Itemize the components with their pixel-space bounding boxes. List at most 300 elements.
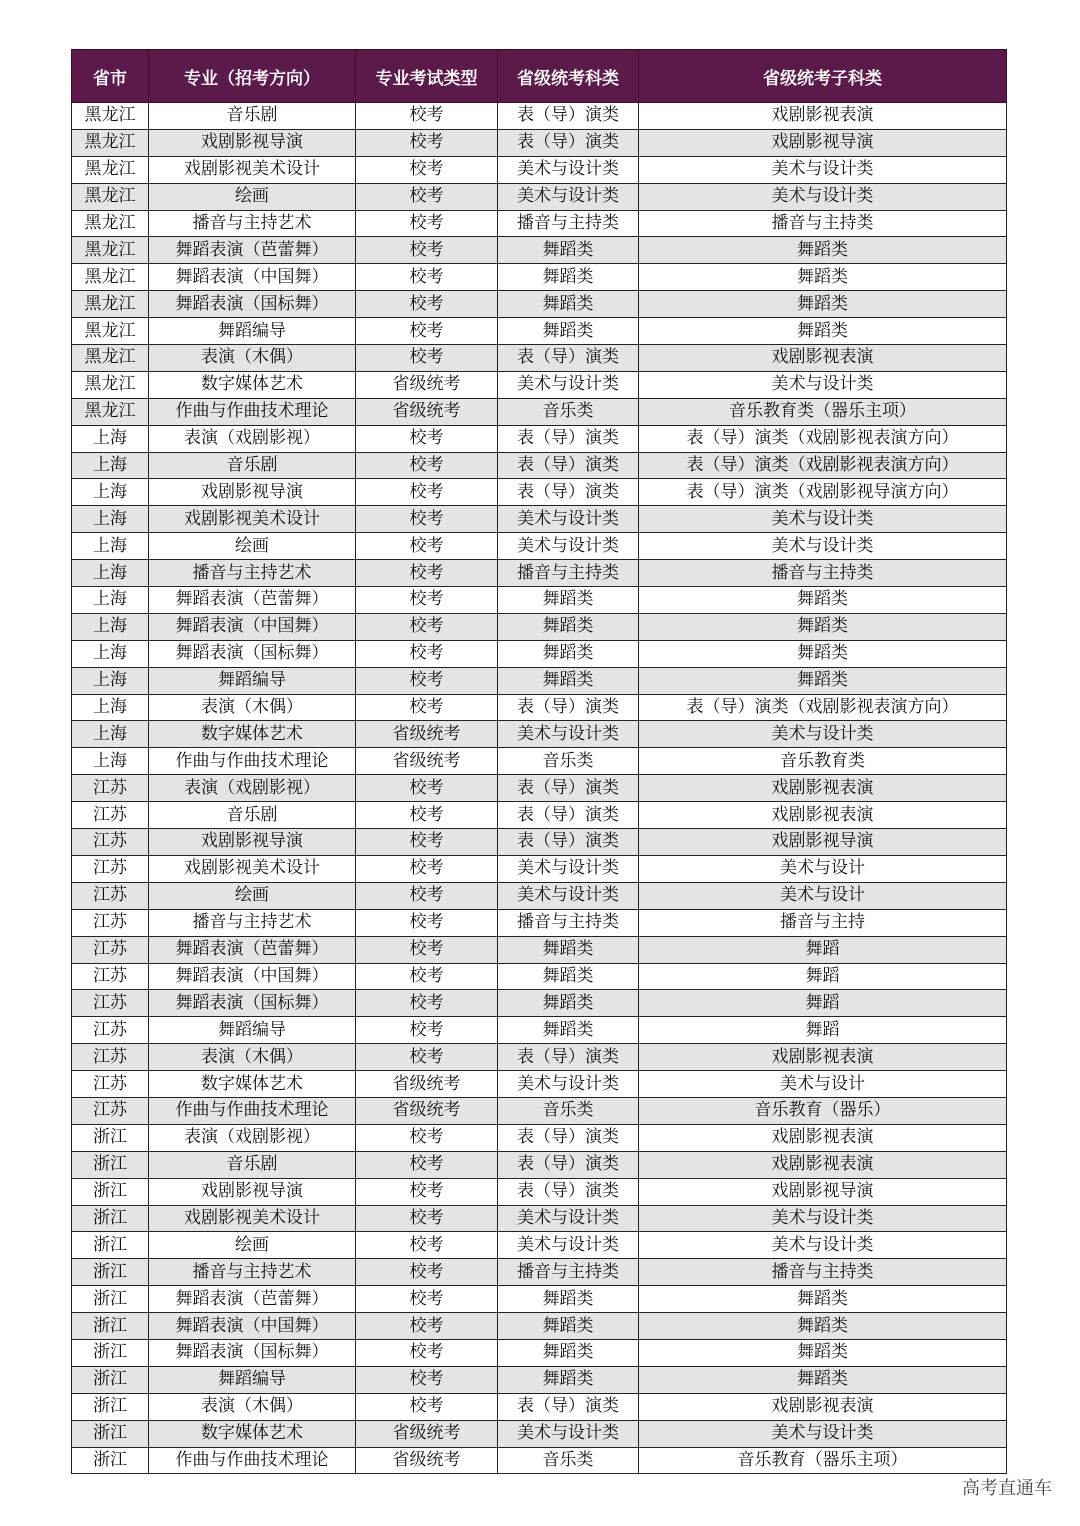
- cell-exam-subcategory: 舞蹈: [639, 936, 1007, 963]
- cell-major: 戏剧影视美术设计: [149, 506, 356, 533]
- cell-province: 浙江: [72, 1286, 149, 1313]
- table-row: [72, 1178, 1007, 1205]
- table-row: [72, 1071, 1007, 1098]
- cell-major: 音乐剧: [149, 103, 356, 130]
- cell-major: 表演（木偶）: [149, 694, 356, 721]
- cell-exam-subcategory: 戏剧影视表演: [639, 1044, 1007, 1071]
- cell-exam-type: 校考: [356, 855, 498, 882]
- cell-exam-category: 美术与设计类: [498, 1205, 639, 1232]
- cell-exam-subcategory: 舞蹈: [639, 963, 1007, 990]
- cell-major: 绘画: [149, 882, 356, 909]
- cell-exam-type: 省级统考: [356, 721, 498, 748]
- cell-exam-type: 校考: [356, 479, 498, 506]
- cell-major: 播音与主持艺术: [149, 1259, 356, 1286]
- table-row: [72, 1044, 1007, 1071]
- table-row: [72, 1205, 1007, 1232]
- cell-province: 江苏: [72, 963, 149, 990]
- cell-exam-type: 校考: [356, 237, 498, 264]
- cell-exam-type: 校考: [356, 1366, 498, 1393]
- cell-major: 表演（木偶）: [149, 1393, 356, 1420]
- cell-province: 上海: [72, 721, 149, 748]
- table-row: [72, 775, 1007, 802]
- cell-major: 作曲与作曲技术理论: [149, 1097, 356, 1124]
- cell-exam-type: 校考: [356, 425, 498, 452]
- cell-exam-subcategory: 美术与设计类: [639, 1232, 1007, 1259]
- header-row: [72, 50, 1007, 103]
- cell-province: 黑龙江: [72, 156, 149, 183]
- cell-exam-type: 校考: [356, 829, 498, 856]
- cell-exam-type: 校考: [356, 533, 498, 560]
- cell-province: 上海: [72, 694, 149, 721]
- cell-province: 江苏: [72, 1044, 149, 1071]
- cell-major: 播音与主持艺术: [149, 210, 356, 237]
- cell-exam-subcategory: 戏剧影视导演: [639, 829, 1007, 856]
- cell-province: 浙江: [72, 1313, 149, 1340]
- cell-exam-subcategory: 舞蹈类: [639, 1366, 1007, 1393]
- cell-province: 黑龙江: [72, 129, 149, 156]
- cell-exam-type: 校考: [356, 1178, 498, 1205]
- cell-exam-category: 舞蹈类: [498, 640, 639, 667]
- cell-province: 江苏: [72, 802, 149, 829]
- cell-exam-subcategory: 戏剧影视表演: [639, 1151, 1007, 1178]
- cell-exam-type: 校考: [356, 210, 498, 237]
- cell-exam-type: 校考: [356, 1044, 498, 1071]
- cell-exam-category: 舞蹈类: [498, 587, 639, 614]
- cell-province: 黑龙江: [72, 371, 149, 398]
- cell-province: 黑龙江: [72, 318, 149, 345]
- cell-exam-type: 校考: [356, 775, 498, 802]
- table-row: [72, 1286, 1007, 1313]
- cell-province: 浙江: [72, 1339, 149, 1366]
- cell-exam-type: 省级统考: [356, 748, 498, 775]
- cell-major: 舞蹈编导: [149, 1017, 356, 1044]
- cell-province: 上海: [72, 452, 149, 479]
- cell-exam-subcategory: 美术与设计类: [639, 533, 1007, 560]
- cell-exam-category: 表（导）演类: [498, 129, 639, 156]
- cell-exam-category: 美术与设计类: [498, 506, 639, 533]
- cell-province: 浙江: [72, 1178, 149, 1205]
- cell-major: 表演（戏剧影视）: [149, 425, 356, 452]
- cell-province: 上海: [72, 748, 149, 775]
- cell-exam-category: 表（导）演类: [498, 775, 639, 802]
- cell-province: 黑龙江: [72, 398, 149, 425]
- cell-exam-subcategory: 舞蹈类: [639, 264, 1007, 291]
- table-row: [72, 1259, 1007, 1286]
- table-row: [72, 291, 1007, 318]
- cell-exam-category: 表（导）演类: [498, 1124, 639, 1151]
- cell-exam-subcategory: 舞蹈类: [639, 318, 1007, 345]
- table-row: [72, 237, 1007, 264]
- table-row: [72, 425, 1007, 452]
- cell-province: 江苏: [72, 936, 149, 963]
- table-header: [72, 50, 1007, 103]
- cell-exam-type: 校考: [356, 909, 498, 936]
- cell-exam-type: 校考: [356, 1232, 498, 1259]
- cell-major: 表演（木偶）: [149, 1044, 356, 1071]
- cell-exam-type: 校考: [356, 318, 498, 345]
- cell-exam-type: 校考: [356, 667, 498, 694]
- cell-major: 舞蹈表演（芭蕾舞）: [149, 587, 356, 614]
- cell-exam-subcategory: 舞蹈类: [639, 587, 1007, 614]
- table-row: [72, 156, 1007, 183]
- cell-exam-subcategory: 播音与主持: [639, 909, 1007, 936]
- cell-province: 浙江: [72, 1151, 149, 1178]
- cell-province: 江苏: [72, 1017, 149, 1044]
- cell-exam-type: 校考: [356, 1124, 498, 1151]
- cell-exam-category: 音乐类: [498, 748, 639, 775]
- cell-major: 戏剧影视导演: [149, 829, 356, 856]
- cell-exam-subcategory: 表（导）演类（戏剧影视表演方向）: [639, 452, 1007, 479]
- cell-exam-category: 舞蹈类: [498, 936, 639, 963]
- cell-province: 江苏: [72, 990, 149, 1017]
- cell-exam-type: 校考: [356, 694, 498, 721]
- cell-exam-subcategory: 舞蹈类: [639, 613, 1007, 640]
- table-row: [72, 640, 1007, 667]
- table-row: [72, 694, 1007, 721]
- cell-province: 浙江: [72, 1205, 149, 1232]
- cell-exam-type: 校考: [356, 1286, 498, 1313]
- cell-province: 江苏: [72, 1097, 149, 1124]
- cell-major: 戏剧影视导演: [149, 129, 356, 156]
- cell-exam-category: 舞蹈类: [498, 1017, 639, 1044]
- cell-province: 上海: [72, 506, 149, 533]
- cell-major: 数字媒体艺术: [149, 371, 356, 398]
- cell-province: 浙江: [72, 1393, 149, 1420]
- cell-exam-type: 校考: [356, 936, 498, 963]
- header-exam-subcategory: 省级统考子科类: [639, 50, 1007, 103]
- cell-exam-type: 校考: [356, 1339, 498, 1366]
- table-row: [72, 963, 1007, 990]
- cell-exam-category: 舞蹈类: [498, 264, 639, 291]
- cell-exam-subcategory: 舞蹈: [639, 990, 1007, 1017]
- table-row: [72, 882, 1007, 909]
- cell-major: 戏剧影视美术设计: [149, 855, 356, 882]
- table-row: [72, 855, 1007, 882]
- cell-exam-subcategory: 美术与设计类: [639, 506, 1007, 533]
- cell-exam-category: 舞蹈类: [498, 1339, 639, 1366]
- table-row: [72, 210, 1007, 237]
- cell-exam-subcategory: 美术与设计: [639, 882, 1007, 909]
- cell-exam-category: 舞蹈类: [498, 667, 639, 694]
- table-row: [72, 587, 1007, 614]
- cell-major: 播音与主持艺术: [149, 560, 356, 587]
- cell-province: 江苏: [72, 882, 149, 909]
- cell-major: 舞蹈表演（国标舞）: [149, 291, 356, 318]
- table-row: [72, 613, 1007, 640]
- cell-exam-type: 校考: [356, 882, 498, 909]
- cell-exam-category: 播音与主持类: [498, 1259, 639, 1286]
- header-exam-type: 专业考试类型: [356, 50, 498, 103]
- cell-exam-category: 舞蹈类: [498, 1286, 639, 1313]
- cell-exam-subcategory: 播音与主持类: [639, 560, 1007, 587]
- cell-major: 舞蹈编导: [149, 667, 356, 694]
- table-row: [72, 398, 1007, 425]
- table-row: [72, 1313, 1007, 1340]
- cell-exam-type: 校考: [356, 183, 498, 210]
- cell-exam-category: 播音与主持类: [498, 909, 639, 936]
- table-row: [72, 264, 1007, 291]
- cell-exam-category: 美术与设计类: [498, 721, 639, 748]
- cell-major: 戏剧影视导演: [149, 1178, 356, 1205]
- table-row: [72, 829, 1007, 856]
- cell-exam-subcategory: 音乐教育（器乐）: [639, 1097, 1007, 1124]
- table-row: [72, 1232, 1007, 1259]
- cell-exam-type: 校考: [356, 587, 498, 614]
- cell-exam-subcategory: 美术与设计: [639, 1071, 1007, 1098]
- cell-province: 浙江: [72, 1447, 149, 1474]
- cell-province: 上海: [72, 613, 149, 640]
- cell-exam-category: 美术与设计类: [498, 533, 639, 560]
- table-row: [72, 183, 1007, 210]
- cell-major: 绘画: [149, 1232, 356, 1259]
- table-row: [72, 506, 1007, 533]
- cell-exam-subcategory: 戏剧影视导演: [639, 1178, 1007, 1205]
- cell-province: 上海: [72, 667, 149, 694]
- cell-exam-subcategory: 音乐教育类（器乐主项）: [639, 398, 1007, 425]
- cell-major: 舞蹈表演（中国舞）: [149, 613, 356, 640]
- cell-major: 绘画: [149, 533, 356, 560]
- table-row: [72, 129, 1007, 156]
- cell-exam-category: 表（导）演类: [498, 694, 639, 721]
- cell-exam-subcategory: 戏剧影视表演: [639, 802, 1007, 829]
- admission-table: [71, 49, 1007, 1474]
- cell-exam-subcategory: 舞蹈类: [639, 237, 1007, 264]
- cell-exam-type: 省级统考: [356, 1447, 498, 1474]
- cell-exam-category: 美术与设计类: [498, 1420, 639, 1447]
- table-row: [72, 103, 1007, 130]
- cell-exam-category: 美术与设计类: [498, 183, 639, 210]
- cell-exam-subcategory: 舞蹈类: [639, 1313, 1007, 1340]
- cell-exam-type: 校考: [356, 156, 498, 183]
- cell-major: 舞蹈表演（芭蕾舞）: [149, 1286, 356, 1313]
- table-row: [72, 345, 1007, 372]
- table-row: [72, 1393, 1007, 1420]
- cell-major: 作曲与作曲技术理论: [149, 398, 356, 425]
- table-row: [72, 452, 1007, 479]
- cell-exam-type: 校考: [356, 1259, 498, 1286]
- watermark-text: 高考直通车: [962, 1478, 1052, 1499]
- cell-exam-category: 美术与设计类: [498, 882, 639, 909]
- cell-province: 上海: [72, 587, 149, 614]
- table-body: [72, 103, 1007, 1474]
- cell-exam-category: 舞蹈类: [498, 237, 639, 264]
- cell-major: 舞蹈表演（中国舞）: [149, 963, 356, 990]
- cell-exam-subcategory: 播音与主持类: [639, 1259, 1007, 1286]
- cell-exam-subcategory: 音乐教育（器乐主项）: [639, 1447, 1007, 1474]
- cell-exam-type: 校考: [356, 291, 498, 318]
- cell-exam-subcategory: 美术与设计类: [639, 156, 1007, 183]
- cell-province: 浙江: [72, 1259, 149, 1286]
- cell-exam-category: 舞蹈类: [498, 613, 639, 640]
- table-row: [72, 1151, 1007, 1178]
- table-row: [72, 479, 1007, 506]
- cell-province: 黑龙江: [72, 264, 149, 291]
- cell-exam-category: 美术与设计类: [498, 371, 639, 398]
- table-row: [72, 318, 1007, 345]
- cell-exam-category: 美术与设计类: [498, 1232, 639, 1259]
- cell-exam-category: 表（导）演类: [498, 829, 639, 856]
- cell-exam-subcategory: 戏剧影视表演: [639, 775, 1007, 802]
- cell-major: 音乐剧: [149, 1151, 356, 1178]
- cell-exam-subcategory: 戏剧影视表演: [639, 345, 1007, 372]
- cell-exam-type: 校考: [356, 345, 498, 372]
- cell-province: 浙江: [72, 1124, 149, 1151]
- cell-exam-type: 校考: [356, 129, 498, 156]
- cell-exam-type: 校考: [356, 1393, 498, 1420]
- cell-exam-type: 校考: [356, 560, 498, 587]
- table-row: [72, 721, 1007, 748]
- cell-exam-category: 表（导）演类: [498, 103, 639, 130]
- cell-exam-subcategory: 舞蹈类: [639, 667, 1007, 694]
- cell-exam-type: 校考: [356, 1017, 498, 1044]
- cell-major: 舞蹈编导: [149, 318, 356, 345]
- cell-major: 表演（木偶）: [149, 345, 356, 372]
- cell-province: 江苏: [72, 909, 149, 936]
- cell-exam-category: 播音与主持类: [498, 210, 639, 237]
- cell-exam-type: 校考: [356, 1151, 498, 1178]
- cell-exam-subcategory: 表（导）演类（戏剧影视表演方向）: [639, 425, 1007, 452]
- cell-exam-type: 校考: [356, 452, 498, 479]
- table-row: [72, 667, 1007, 694]
- header-major: 专业（招考方向）: [149, 50, 356, 103]
- cell-exam-category: 表（导）演类: [498, 1151, 639, 1178]
- table-row: [72, 909, 1007, 936]
- cell-exam-type: 校考: [356, 802, 498, 829]
- cell-exam-type: 校考: [356, 613, 498, 640]
- cell-province: 黑龙江: [72, 237, 149, 264]
- cell-province: 黑龙江: [72, 345, 149, 372]
- cell-exam-category: 表（导）演类: [498, 1393, 639, 1420]
- cell-province: 上海: [72, 640, 149, 667]
- cell-exam-category: 音乐类: [498, 1447, 639, 1474]
- cell-province: 黑龙江: [72, 183, 149, 210]
- cell-exam-category: 美术与设计类: [498, 156, 639, 183]
- cell-exam-type: 校考: [356, 103, 498, 130]
- cell-exam-type: 校考: [356, 990, 498, 1017]
- cell-major: 舞蹈表演（芭蕾舞）: [149, 936, 356, 963]
- cell-province: 江苏: [72, 829, 149, 856]
- cell-exam-category: 音乐类: [498, 1097, 639, 1124]
- cell-major: 数字媒体艺术: [149, 1071, 356, 1098]
- table-row: [72, 1447, 1007, 1474]
- cell-exam-subcategory: 戏剧影视表演: [639, 1393, 1007, 1420]
- cell-exam-subcategory: 美术与设计: [639, 855, 1007, 882]
- cell-exam-subcategory: 表（导）演类（戏剧影视导演方向）: [639, 479, 1007, 506]
- cell-province: 上海: [72, 425, 149, 452]
- cell-exam-type: 校考: [356, 264, 498, 291]
- cell-exam-type: 校考: [356, 1313, 498, 1340]
- cell-exam-subcategory: 舞蹈类: [639, 291, 1007, 318]
- cell-major: 戏剧影视美术设计: [149, 1205, 356, 1232]
- header-province: 省市: [72, 50, 149, 103]
- cell-exam-subcategory: 美术与设计类: [639, 1420, 1007, 1447]
- cell-province: 浙江: [72, 1420, 149, 1447]
- cell-exam-subcategory: 舞蹈: [639, 1017, 1007, 1044]
- cell-exam-category: 美术与设计类: [498, 855, 639, 882]
- cell-major: 舞蹈表演（国标舞）: [149, 1339, 356, 1366]
- cell-province: 浙江: [72, 1232, 149, 1259]
- cell-exam-subcategory: 戏剧影视表演: [639, 1124, 1007, 1151]
- table-row: [72, 560, 1007, 587]
- cell-major: 作曲与作曲技术理论: [149, 748, 356, 775]
- cell-major: 音乐剧: [149, 802, 356, 829]
- cell-exam-subcategory: 舞蹈类: [639, 1286, 1007, 1313]
- cell-province: 上海: [72, 533, 149, 560]
- table-row: [72, 1339, 1007, 1366]
- cell-exam-subcategory: 播音与主持类: [639, 210, 1007, 237]
- table-row: [72, 802, 1007, 829]
- cell-exam-category: 表（导）演类: [498, 802, 639, 829]
- cell-province: 黑龙江: [72, 103, 149, 130]
- table-row: [72, 1017, 1007, 1044]
- cell-major: 音乐剧: [149, 452, 356, 479]
- table-row: [72, 371, 1007, 398]
- cell-province: 黑龙江: [72, 210, 149, 237]
- cell-exam-category: 表（导）演类: [498, 345, 639, 372]
- cell-major: 舞蹈表演（中国舞）: [149, 264, 356, 291]
- cell-exam-subcategory: 美术与设计类: [639, 371, 1007, 398]
- cell-exam-type: 校考: [356, 506, 498, 533]
- cell-major: 数字媒体艺术: [149, 1420, 356, 1447]
- cell-province: 上海: [72, 560, 149, 587]
- cell-exam-type: 省级统考: [356, 1097, 498, 1124]
- cell-major: 戏剧影视导演: [149, 479, 356, 506]
- cell-exam-type: 校考: [356, 640, 498, 667]
- cell-province: 江苏: [72, 855, 149, 882]
- cell-exam-category: 舞蹈类: [498, 963, 639, 990]
- cell-exam-category: 舞蹈类: [498, 318, 639, 345]
- cell-province: 江苏: [72, 1071, 149, 1098]
- cell-province: 江苏: [72, 775, 149, 802]
- table-row: [72, 1366, 1007, 1393]
- cell-exam-subcategory: 表（导）演类（戏剧影视表演方向）: [639, 694, 1007, 721]
- cell-exam-type: 省级统考: [356, 1420, 498, 1447]
- table-row: [72, 1097, 1007, 1124]
- table-row: [72, 748, 1007, 775]
- cell-exam-category: 表（导）演类: [498, 479, 639, 506]
- cell-exam-subcategory: 美术与设计类: [639, 1205, 1007, 1232]
- table-row: [72, 1124, 1007, 1151]
- cell-exam-subcategory: 舞蹈类: [639, 1339, 1007, 1366]
- table-row: [72, 936, 1007, 963]
- cell-province: 浙江: [72, 1366, 149, 1393]
- cell-major: 戏剧影视美术设计: [149, 156, 356, 183]
- cell-exam-type: 校考: [356, 1205, 498, 1232]
- table-row: [72, 1420, 1007, 1447]
- table-row: [72, 990, 1007, 1017]
- cell-exam-category: 美术与设计类: [498, 1071, 639, 1098]
- header-exam-category: 省级统考科类: [498, 50, 639, 103]
- cell-exam-category: 表（导）演类: [498, 425, 639, 452]
- cell-major: 表演（戏剧影视）: [149, 1124, 356, 1151]
- cell-exam-category: 舞蹈类: [498, 1313, 639, 1340]
- cell-exam-category: 表（导）演类: [498, 1044, 639, 1071]
- cell-exam-subcategory: 戏剧影视导演: [639, 129, 1007, 156]
- cell-exam-type: 校考: [356, 963, 498, 990]
- cell-province: 黑龙江: [72, 291, 149, 318]
- cell-exam-subcategory: 美术与设计类: [639, 183, 1007, 210]
- cell-major: 作曲与作曲技术理论: [149, 1447, 356, 1474]
- cell-major: 舞蹈表演（国标舞）: [149, 990, 356, 1017]
- cell-exam-category: 音乐类: [498, 398, 639, 425]
- cell-exam-category: 表（导）演类: [498, 452, 639, 479]
- cell-major: 表演（戏剧影视）: [149, 775, 356, 802]
- cell-exam-category: 舞蹈类: [498, 1366, 639, 1393]
- cell-exam-type: 省级统考: [356, 1071, 498, 1098]
- cell-major: 舞蹈表演（中国舞）: [149, 1313, 356, 1340]
- cell-major: 舞蹈表演（芭蕾舞）: [149, 237, 356, 264]
- cell-exam-category: 舞蹈类: [498, 990, 639, 1017]
